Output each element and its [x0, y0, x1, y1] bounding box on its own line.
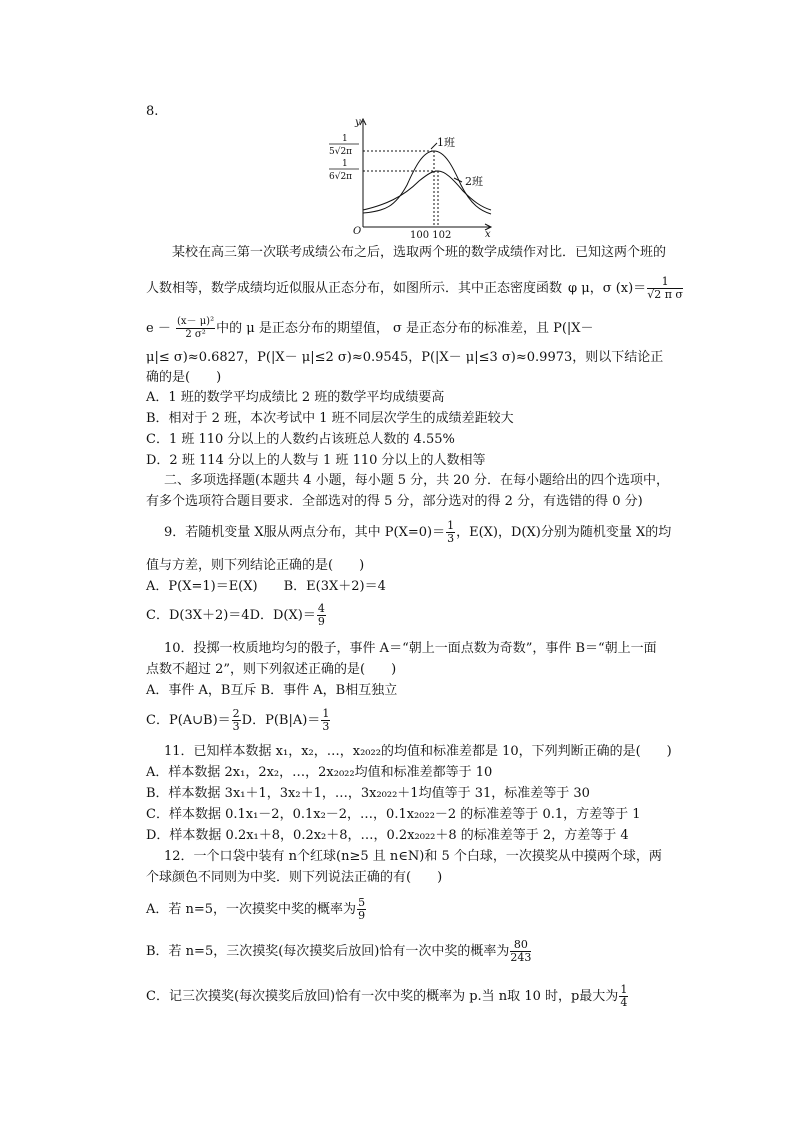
exp-fraction: $\frac{\text{(x－ μ)²}}{\text{2 σ²}}$	[176, 316, 215, 340]
class-1-label: 1班	[437, 136, 455, 149]
q11-option-b: B．样本数据 3x₁＋1，3x₂＋1，…，3x₂₀₂₂＋1均值等于 31，标准差等于 30	[146, 786, 590, 801]
q11-option-a: A．样本数据 2x₁，2x₂，…，2x₂₀₂₂均值和标准差都等于 10	[146, 765, 493, 780]
q10-d-fraction: $\frac{1}{3}$	[322, 707, 330, 733]
q10-c-fraction: $\frac{2}{3}$	[232, 707, 240, 733]
class-2-label: 2班	[465, 175, 483, 188]
q10-d-text: D．P(B|A)＝	[241, 713, 321, 728]
q11-option-d: D．样本数据 0.2x₁＋8，0.2x₂＋8，…，0.2x₂₀₂₂＋8 的标准差等于 2，方差等于 4	[146, 828, 629, 843]
q11-line-1: 11．已知样本数据 x₁，x₂，…，x₂₀₂₂的均值和标准差都是 10，下列判断正确的是( )	[164, 744, 672, 759]
y-tick-2-num: 1	[342, 159, 348, 169]
q9-line-1	[164, 520, 671, 545]
phi-function: φ μ，σ (x)＝	[568, 281, 647, 296]
q8-stem-2-text: 人数相等，数学成绩均近似服从正态分布，如图所示．其中正态密度函数	[146, 281, 563, 296]
q12-line-2: 个球颜色不同则为中奖．则下列说法正确的有( )	[146, 870, 443, 885]
q8-stem-3: e － $\frac{\text{(x－ μ)²}}{\text{2 σ²}}$ 中的 μ 是正态分布的期望值， σ 是正态分布的标准差，且 P(|X－	[146, 316, 594, 340]
q12-line-1: 12．一个口袋中装有 n个红球(n≥5 且 n∈N)和 5 个白球，一次摸奖从中摸两个球，两	[164, 849, 662, 864]
y-axis-label: y	[355, 117, 361, 128]
y-tick-2-den: 6√2π	[329, 172, 353, 182]
q12-a-fraction: $\frac{5}{9}$	[358, 896, 366, 922]
q12-b-text: B．若 n=5，三次摸奖(每次摸奖后放回)恰有一次中奖的概率为	[146, 944, 510, 959]
q10-line-2: 点数不超过 2”，则下列叙述正确的是( )	[146, 662, 397, 677]
origin-label: O	[353, 226, 362, 237]
section2-line-2: 有多个选项符合题目要求．全部选对的得 5 分，部分选对的得 2 分，有选错的得 0 分)	[146, 494, 643, 509]
x-tick-label: 100 102	[410, 230, 452, 241]
q9-line-2: 值与方差，则下列结论正确的是( )	[146, 558, 365, 573]
q12-c-fraction: $\frac{1}{4}$	[620, 983, 628, 1009]
section2-line-1: 二、多项选择题(本题共 4 小题，每小题 5 分，共 20 分．在每小题给出的四个选项中，	[164, 473, 669, 488]
q8-option-d: D．2 班 114 分以上的人数与 1 班 110 分以上的人数相等	[146, 453, 486, 468]
normal-distribution-figure	[315, 115, 495, 241]
q12-c-text: C．记三次摸奖(每次摸奖后放回)恰有一次中奖的概率为 p.当 n取 10 时，p最大为	[146, 989, 619, 1004]
q10-line-1: 10．投掷一枚质地均匀的骰子，事件 A＝“朝上一面点数为奇数”，事件 B＝“朝上一面	[164, 641, 657, 656]
q8-stem-3-text: 中的 μ 是正态分布的期望值， σ 是正态分布的标准差，且 P(|X－	[216, 321, 594, 336]
q12-a-text: A．若 n=5，一次摸奖中奖的概率为	[146, 902, 357, 917]
q8-option-b: B．相对于 2 班，本次考试中 1 班不同层次学生的成绩差距较大	[146, 411, 514, 426]
phi-fraction: $\frac{1}{\text{√2 π σ}}$	[647, 275, 683, 301]
q8-number: 8.	[146, 104, 159, 119]
q9-line-1-tail: ，E(X)，D(X)分别为随机变量 X的均	[456, 525, 672, 540]
q10-options-cd	[146, 708, 331, 733]
q9-d-fraction: $\frac{4}{9}$	[317, 602, 325, 628]
q9-options-cd	[146, 603, 327, 628]
x-axis-label: x	[485, 229, 491, 240]
q8-option-a: A．1 班的数学平均成绩比 2 班的数学平均成绩要高	[146, 390, 445, 405]
q8-stem-4: μ|≤ σ)≈0.6827，P(|X－ μ|≤2 σ)≈0.9545，P(|X－ μ|≤3 σ)≈0.9973，则以下结论正	[146, 350, 664, 365]
q10-options-ab: A．事件 A，B互斥 B．事件 A，B相互独立	[146, 683, 398, 698]
q8-stem-1: 某校在高三第一次联考成绩公布之后，选取两个班的数学成绩作对比．已知这两个班的	[172, 245, 667, 260]
y-tick-1-den: 5√2π	[329, 147, 353, 157]
q9-line-1-text: 9．若随机变量 X服从两点分布，其中 P(X=0)＝	[164, 525, 446, 540]
q12-b-fraction: $\frac{80}{243}$	[510, 938, 532, 964]
exp-base: e	[146, 321, 154, 336]
q9-fraction: $\frac{1}{3}$	[447, 519, 455, 545]
q12-option-a	[146, 897, 367, 922]
q9-options-ab: A．P(X=1)＝E(X) B．E(3X＋2)＝4	[146, 579, 386, 594]
q9-options-cd-text: C．D(3X＋2)＝4D．D(X)＝	[146, 608, 316, 623]
y-tick-1-num: 1	[342, 134, 348, 144]
q8-stem-5: 确的是( )	[146, 370, 222, 385]
q12-option-c	[146, 984, 629, 1009]
q11-option-c: C．样本数据 0.1x₁－2，0.1x₂－2，…，0.1x₂₀₂₂－2 的标准差等于 0.1，方差等于 1	[146, 807, 641, 822]
q12-option-b	[146, 939, 532, 964]
q10-c-text: C．P(A∪B)＝	[146, 713, 231, 728]
q8-option-c: C．1 班 110 分以上的人数约占该班总人数的 4.55%	[146, 432, 455, 447]
q8-stem-2	[146, 276, 684, 301]
